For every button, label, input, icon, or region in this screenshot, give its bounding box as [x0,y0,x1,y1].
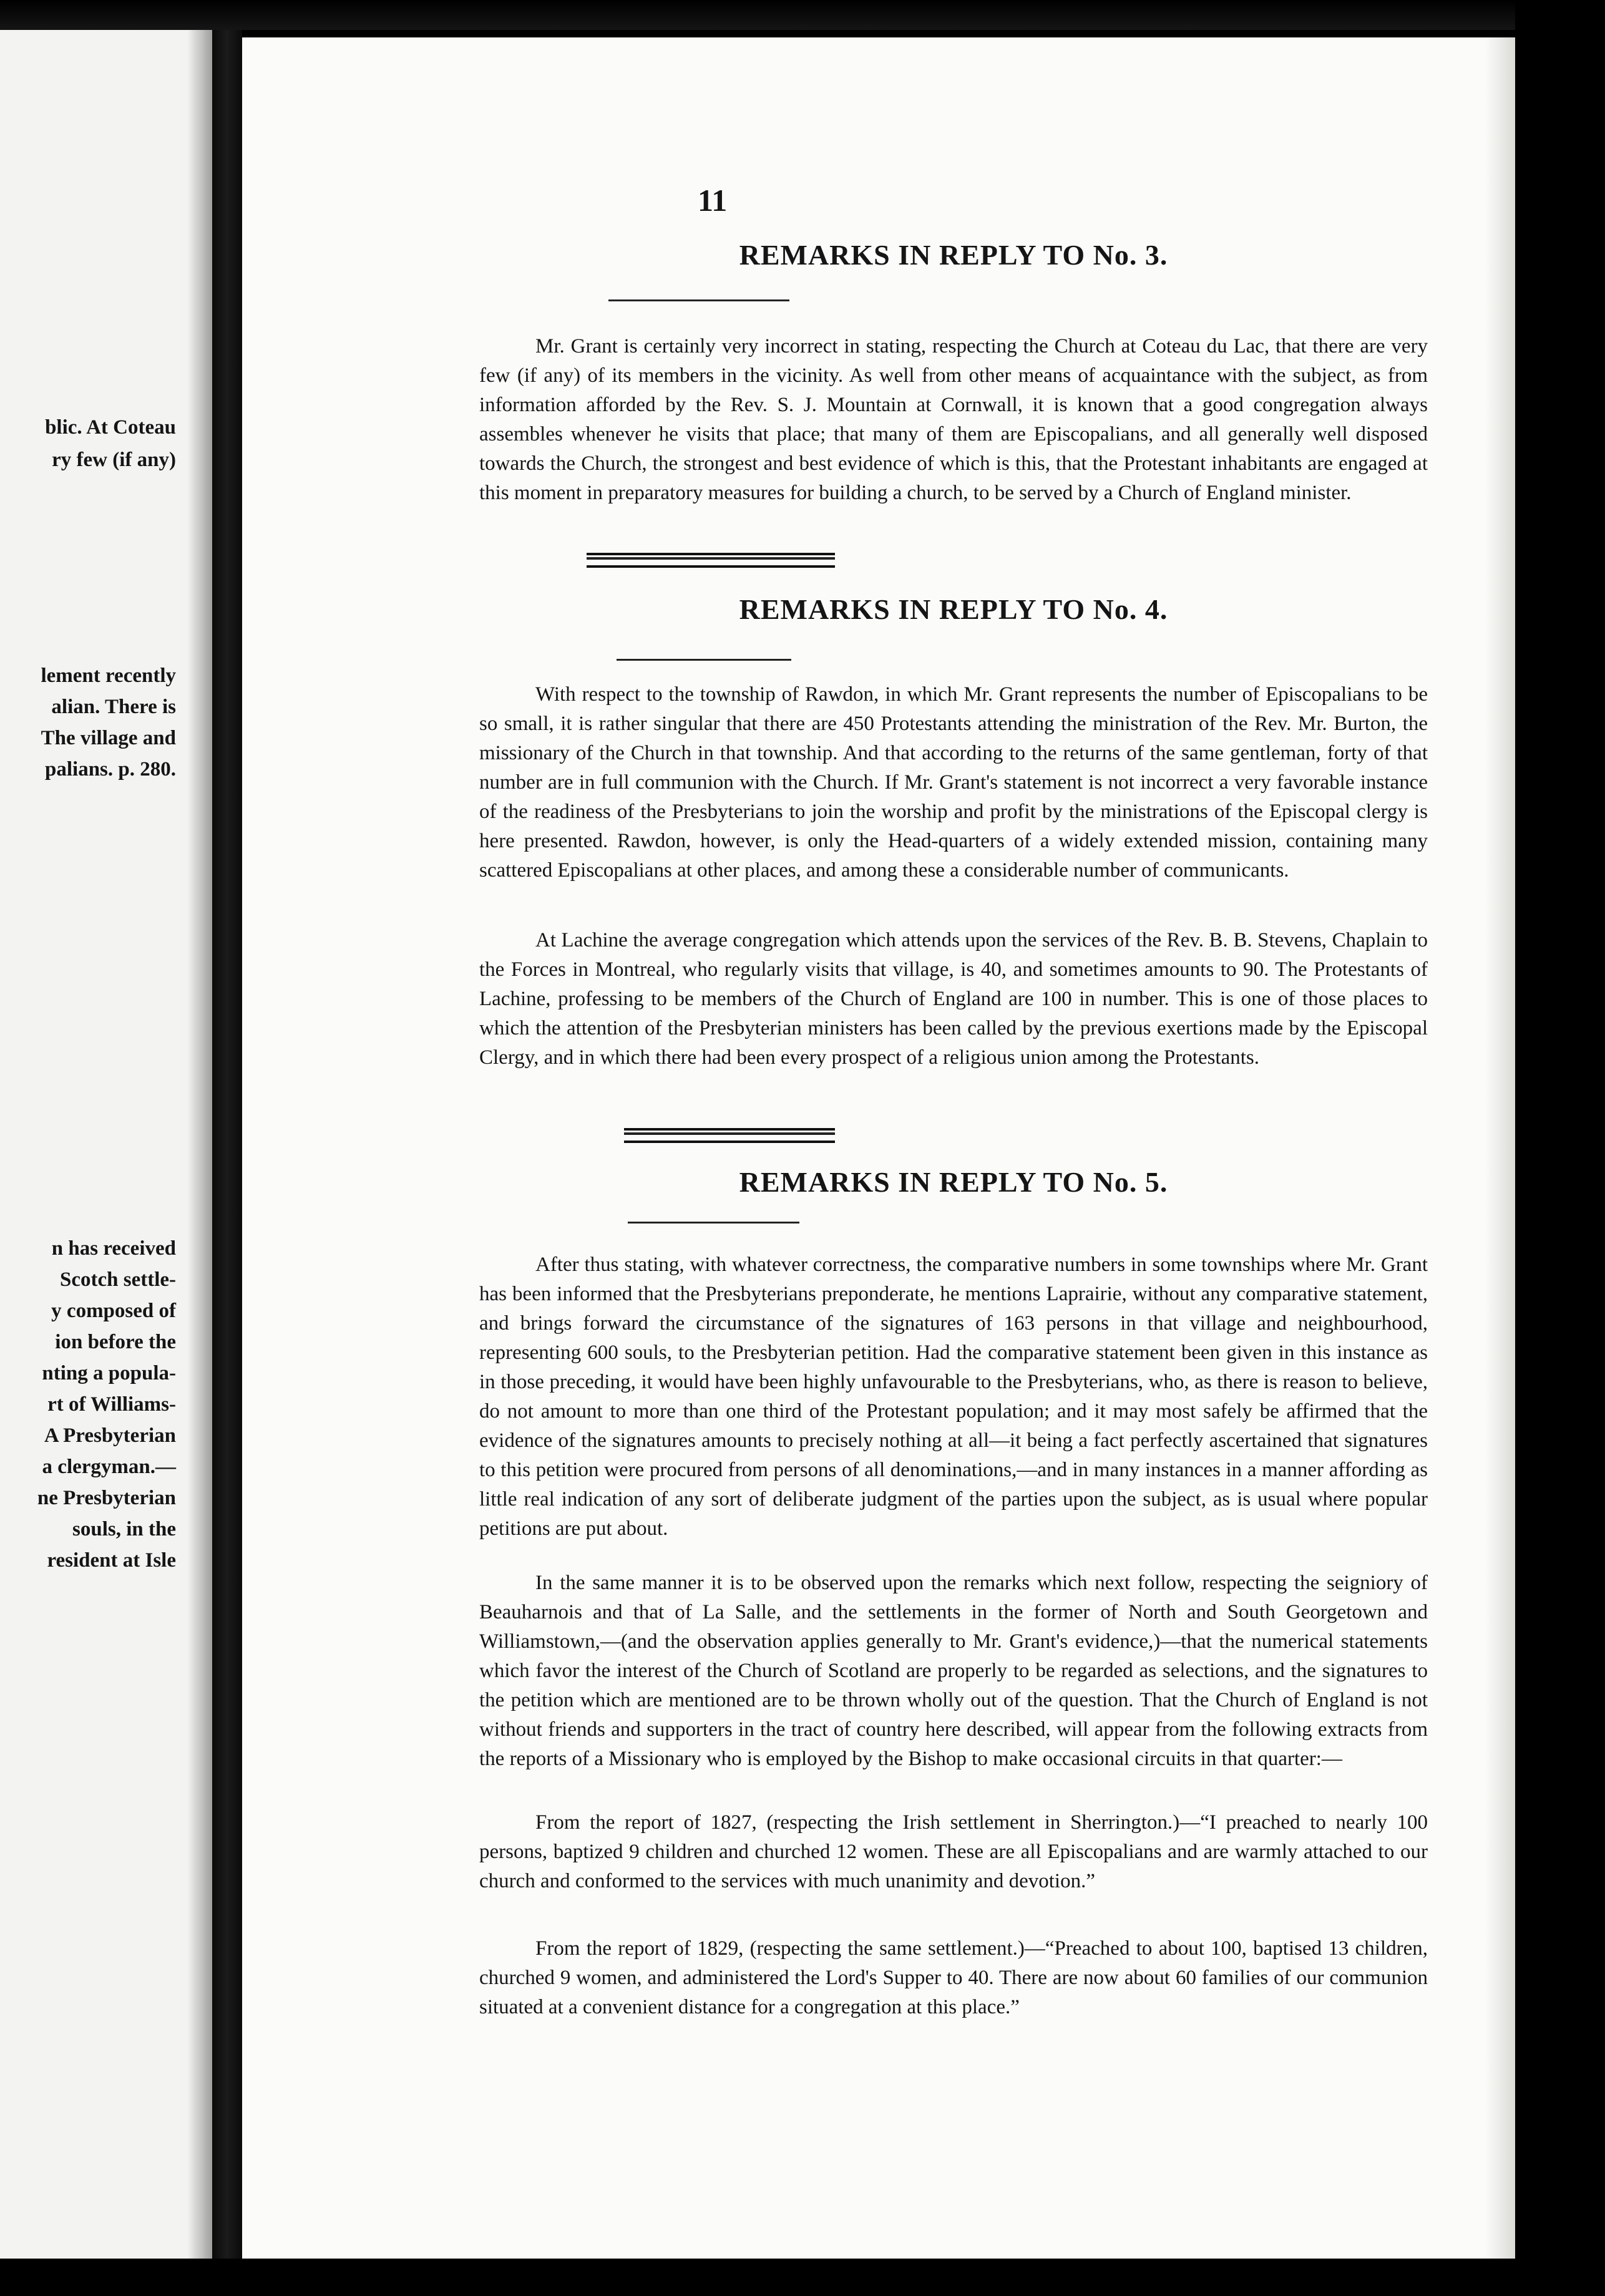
paragraph: After thus stating, with whatever correctness, the comparative numbers in some townships where Mr. Grant has been informed that the Presbyterians preponderate, he mentions Laprairie, without any comparative statement, and brings forward the circumstance of the signatures of 163 persons in that village and neighbourhood, representing 600 souls, to the Presbyterian petition. Had the comparative statement been given in this instance as in those preceding, it would have been highly unfavourable to the Presbyterians, who, as there is reason to believe, do not amount to more than one third of the Protestant population; and it may most safely be affirmed that the evidence of the signatures amounts to precisely nothing at all—it being a fact perfectly ascertained that signatures to this petition were procured from persons of all denominations,—and in many instances in a manner affording as little real indication of any sort of deliberate judgment of the parties upon the subject, as is usual where popular petitions are put about. [479,1253,1428,1540]
left-page-fragment: lement recently [41,664,176,687]
section-heading-no-4: REMARKS IN REPLY TO No. 4. [739,593,1168,625]
left-page-fragment: The village and [41,727,176,749]
paragraph: From the report of 1827, (respecting the Irish settlement in Sherrington.)—“I preached to nearly 100 persons, baptized 9 children and churched 12 women. These are all Episcopalians and are warmly attached to our church and conformed to the services with much unanimity and devotion.” [479,1811,1428,1892]
left-page-fragment: n has received [51,1237,176,1260]
paragraph: In the same manner it is to be observed upon the remarks which next follow, respecting the seigniory of Beauharnois and that of La Salle, and the settlements in the former of North and South Georgetown and Williamstown,—(and the observation applies generally to Mr. Grant's evidence,)—that the numerical statements which favor the interest of the Church of Scotland are properly to be regarded as selections, and the signatures to the petition which are mentioned are to be thrown wholly out of the question. That the Church of England is not without friends and supporters in the tract of country here described, will appear from the following extracts from the reports of a Missionary who is employed by the Bishop to make occasional circuits in that quarter:— [479,1572,1428,1770]
left-page-fragment: alian. There is [51,696,176,718]
scan-border-top [0,0,1605,30]
paragraph: Mr. Grant is certainly very incorrect in stating, respecting the Church at Coteau du Lac, that there are very few (if any) of its members in the vicinity. As well from other means of acquaintance with the subject, as from information afforded by the Rev. S. J. Mountain at Cornwall, it is known that a good congregation always assembles whenever he visits that place; that many of them are Episcopalians, and all generally well disposed towards the Church, the strongest and best evidence of which is this, that the Protestant inhabitants are engaged at this moment in preparatory measures for building a church, to be served by a Church of England minister. [479,335,1428,504]
left-page-fragment: palians. p. 280. [45,758,176,781]
right-page [242,37,1515,2259]
left-page-fragment: blic. At Coteau [45,416,176,439]
section-divider [624,1128,835,1143]
left-page-fragment: A Presbyterian [44,1424,176,1447]
heading-underline [628,1222,799,1223]
scan-border-bottom [0,2259,1605,2296]
left-page [0,30,212,2264]
section-heading-no-5: REMARKS IN REPLY TO No. 5. [739,1166,1168,1198]
left-page-fragment: resident at Isle [47,1549,176,1572]
right-page-edge [1485,37,1515,2259]
left-page-fragment: nting a popula- [42,1362,176,1384]
left-page-fragment: ry few (if any) [52,449,176,471]
heading-underline [608,299,789,301]
section-heading-no-3: REMARKS IN REPLY TO No. 3. [739,239,1168,271]
left-page-fragment: ne Presbyterian [37,1487,176,1509]
section-divider [587,553,835,568]
page-number: 11 [698,183,728,218]
left-page-fragment: Scotch settle- [59,1268,176,1291]
paragraph: With respect to the township of Rawdon, in which Mr. Grant represents the number of Episcopalians to be so small, it is rather singular that there are 450 Protestants attending the ministration of the Rev. Mr. Burton, the missionary of the Church in that township. And that according to the returns of the same gentleman, forty of that number are in full communion with the Church. If Mr. Grant's statement is not incorrect a very favorable instance of the readiness of the Presbyterians to join the worship and profit by the ministrations of the Episcopal clergy is here presented. Rawdon, however, is only the Head-quarters of a widely extended mission, containing many scattered Episcopalians at other places, and among these a considerable number of communicants. [479,683,1428,882]
scan-border-right [1515,0,1605,2296]
book-gutter [212,30,242,2264]
paragraph: From the report of 1829, (respecting the same settlement.)—“Preached to about 100, baptised 13 children, churched 9 women, and administered the Lord's Supper to 40. There are now about 60 families of our communion situated at a convenient distance for a congregation at this place.” [479,1937,1428,2018]
left-page-fragment: souls, in the [72,1518,176,1540]
left-page-fragment: a clergyman.— [42,1456,176,1478]
heading-underline [617,659,791,661]
left-page-fragment: ion before the [55,1331,176,1353]
left-page-fragment: y composed of [51,1300,176,1322]
left-page-fragment: rt of Williams- [47,1393,176,1416]
left-page-shadow [187,30,212,2264]
paragraph: At Lachine the average congregation which attends upon the services of the Rev. B. B. Stevens, Chaplain to the Forces in Montreal, who regularly visits that village, is 40, and sometimes amounts to 90. The Protestants of Lachine, professing to be members of the Church of England are 100 in number. This is one of those places to which the attention of the Presbyterian ministers has been called by the previous exertions made by the Episcopal Clergy, and in which there had been every prospect of a religious union among the Protestants. [479,929,1428,1069]
